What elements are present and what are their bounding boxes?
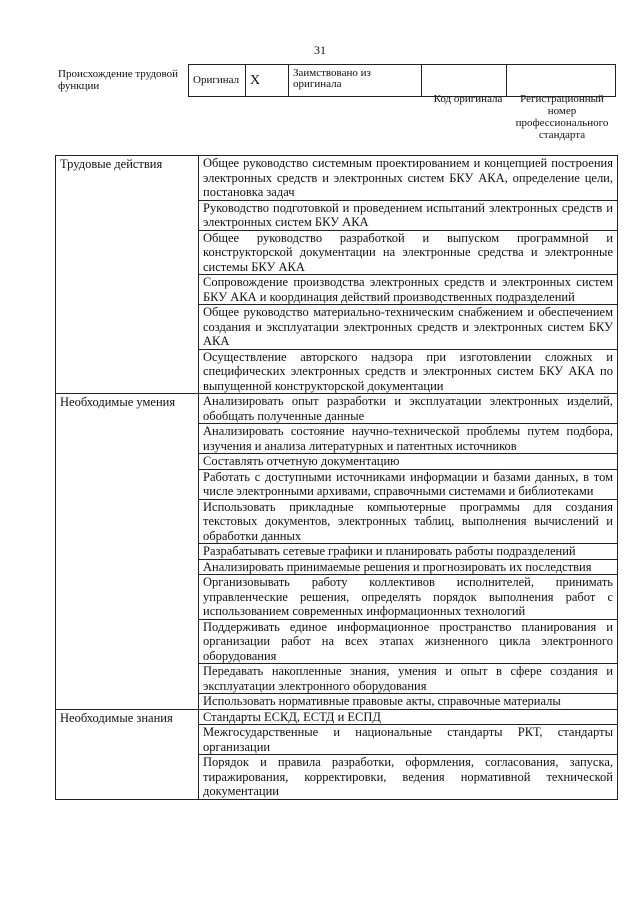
section-item: Составлять отчетную документацию (199, 454, 618, 470)
code-caption: Код оригинала (433, 93, 503, 105)
section-title: Необходимые умения (56, 394, 199, 710)
section-item: Руководство подготовкой и проведением испытаний электронных средств и электронных систем БКУ АКА (199, 200, 618, 230)
borrowed-label: Заимствовано из оригинала (289, 65, 422, 97)
section-item: Общее руководство системным проектированием и концепцией построения электронных средств и электронных систем БКУ АКА, определение цели, постановка задач (199, 156, 618, 201)
section-item: Использовать нормативные правовые акты, справочные материалы (199, 694, 618, 710)
origin-label: Происхождение трудовой функции (58, 68, 179, 92)
section-title: Трудовые действия (56, 156, 199, 394)
section-item: Общее руководство материально-техническим снабжением и обеспечением создания и эксплуатации электронных средств и электронных систем БКУ АКА (199, 305, 618, 350)
section-item: Осуществление авторского надзора при изготовлении сложных и специфических электронных средств и электронных систем БКУ АКА по выпущенной конструкторской документации (199, 349, 618, 394)
section-item: Работать с доступными источниками информации и базами данных, в том числе электронными архивами, справочными системами и библиотеками (199, 469, 618, 499)
table-row (56, 709, 618, 725)
section-item: Передавать накопленные знания, умения и опыт в сфере создания и эксплуатации электронного оборудования (199, 664, 618, 694)
section-item: Порядок и правила разработки, оформления, согласования, запуска, тиражирования, корректировки, ведения нормативной технической документации (199, 755, 618, 800)
section-item: Использовать прикладные компьютерные программы для создания текстовых документов, электронных таблиц, выполнения вычислений и обработки данных (199, 499, 618, 544)
section-item: Разрабатывать сетевые графики и планировать работы подразделений (199, 544, 618, 560)
section-title: Необходимые знания (56, 709, 199, 799)
section-item: Организовывать работу коллективов исполнителей, принимать управленческие решения, определять порядок выполнения работ с использованием современных информационных технологий (199, 575, 618, 620)
page-number: 31 (314, 43, 326, 57)
reg-caption: Регистрационный номер профессионального стандарта (515, 93, 609, 141)
section-item: Поддерживать единое информационное пространство планирования и организации работ на всех этапах жизненного цикла электронного оборудования (199, 619, 618, 664)
section-item: Анализировать опыт разработки и эксплуатации электронных изделий, обобщать полученные данные (199, 394, 618, 424)
section-item: Анализировать принимаемые решения и прогнозировать их последствия (199, 559, 618, 575)
table-row (56, 394, 618, 424)
table-row (56, 156, 618, 201)
section-item: Сопровождение производства электронных средств и электронных систем БКУ АКА и координация действий производственных подразделений (199, 275, 618, 305)
original-label: Оригинал (189, 65, 246, 97)
original-mark: X (246, 65, 289, 97)
code-cell (422, 65, 507, 97)
section-item: Анализировать состояние научно-технической проблемы путем подбора, изучения и анализа литературных и патентных источников (199, 424, 618, 454)
section-item: Общее руководство разработкой и выпуском программной и конструкторской документации на электронные средства и электронные системы БКУ АКА (199, 230, 618, 275)
section-item: Стандарты ЕСКД, ЕСТД и ЕСПД (199, 709, 618, 725)
reg-number-cell (507, 65, 616, 97)
function-table (55, 155, 618, 800)
section-item: Межгосударственные и национальные стандарты РКТ, стандарты организации (199, 725, 618, 755)
